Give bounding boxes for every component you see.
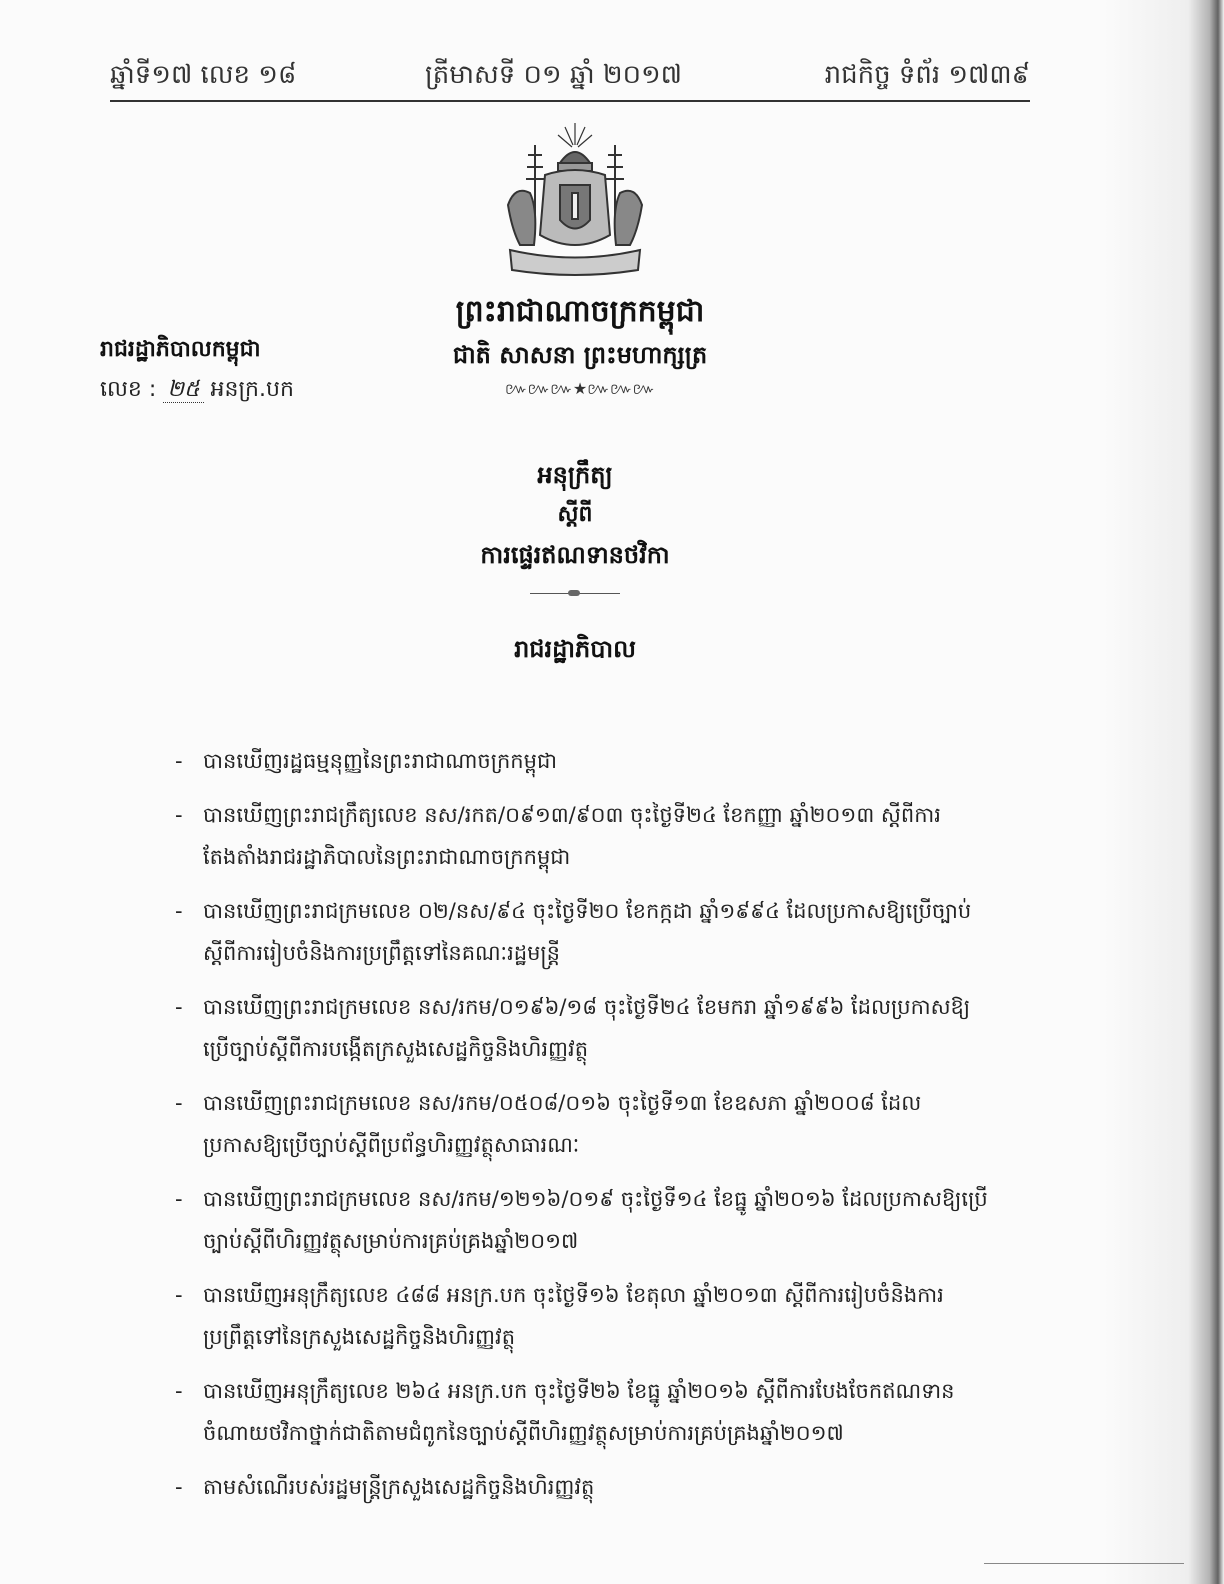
scan-bottom-mark xyxy=(984,1557,1184,1564)
list-item: - បានឃើញអនុក្រឹត្យលេខ ២៦៤ អនក្រ.បក ចុះថ្ងៃទី២៦ ខែធ្នូ ឆ្នាំ២០១៦ ស្តីពីការបែងចែកឥណទានចំណាយថវិកាថ្នាក់ជាតិតាមជំពូកនៃច្បាប់ស្តីពីហិរញ្ញវត្ថុសម្រាប់ការគ្រប់គ្រងឆ្នាំ២០១៧ xyxy=(175,1379,955,1445)
title-about: ស្តីពី xyxy=(557,502,593,527)
reference-label: លេខ : xyxy=(100,377,157,402)
royal-coat-of-arms-icon xyxy=(490,115,660,285)
list-item: - តាមសំណើរបស់រដ្ឋមន្ត្រីក្រសួងសេដ្ឋកិច្ចនិងហិរញ្ញវត្ថុ xyxy=(175,1475,595,1499)
ornament-divider: ៚៚៚★៚៚៚ xyxy=(504,379,656,398)
considerations-list xyxy=(175,740,995,1520)
reference-number xyxy=(100,375,294,407)
issuer-heading: រាជរដ្ឋាភិបាល xyxy=(514,635,636,663)
scan-edge-shadow xyxy=(1104,0,1224,1584)
list-item: - បានឃើញអនុក្រឹត្យលេខ ៤៨៨ អនក្រ.បក ចុះថ្ងៃទី១៦ ខែតុលា ឆ្នាំ២០១៣ ស្តីពីការរៀបចំនិងការប្រព្រឹត្តទៅនៃក្រសួងសេដ្ឋកិច្ចនិងហិរញ្ញវត្ថុ xyxy=(175,1283,944,1349)
list-item: - បានឃើញព្រះរាជក្រមលេខ នស/រកម/០១៩៦/១៨ ចុះថ្ងៃទី២៤ ខែមករា ឆ្នាំ១៩៩៦ ដែលប្រកាសឱ្យប្រើច្បាប់ស្តីពីការបង្កើតក្រសួងសេដ្ឋកិច្ចនិងហិរញ្ញវត្ថុ xyxy=(175,995,971,1061)
title-divider xyxy=(530,593,620,594)
document-subject: ការផ្ទេរឥណទានថវិកា xyxy=(480,541,670,569)
reference-handwritten-number: ២៥ xyxy=(163,377,203,403)
government-name: រាជរដ្ឋាភិបាលកម្ពុជា xyxy=(100,337,261,362)
list-item: - បានឃើញព្រះរាជក្រមលេខ នស/រកម/០៥០៨/០១៦ ចុះថ្ងៃទី១៣ ខែឧសភា ឆ្នាំ២០០៨ ដែលប្រកាសឱ្យប្រើច្បាប់ស្តីពីប្រព័ន្ធហិរញ្ញវត្ថុសាធារណៈ xyxy=(175,1091,922,1157)
list-item: - បានឃើញរដ្ឋធម្មនុញ្ញនៃព្រះរាជាណាចក្រកម្ពុជា xyxy=(175,749,557,773)
list-item: - បានឃើញព្រះរាជក្រមលេខ នស/រកម/១២១៦/០១៩ ចុះថ្ងៃទី១៤ ខែធ្នូ ឆ្នាំ២០១៦ ដែលប្រកាសឱ្យប្រើច្បាប់ស្តីពីហិរញ្ញវត្ថុសម្រាប់ការគ្រប់គ្រងឆ្នាំ២០១៧ xyxy=(175,1187,988,1253)
kingdom-name: ព្រះរាជាណាចក្រកម្ពុជា xyxy=(455,294,705,329)
document-type: អនុក្រឹត្យ xyxy=(537,461,613,489)
national-motto: ជាតិ សាសនា ព្រះមហាក្សត្រ xyxy=(452,341,708,369)
header-rule xyxy=(110,100,1030,102)
gazette-header xyxy=(110,58,1030,98)
list-item: - បានឃើញព្រះរាជក្រឹត្យលេខ នស/រកត/០៩១៣/៩០៣ ចុះថ្ងៃទី២៤ ខែកញ្ញា ឆ្នាំ២០១៣ ស្តីពីការតែងតាំងរាជរដ្ឋាភិបាលនៃព្រះរាជាណាចក្រកម្ពុជា xyxy=(175,803,941,869)
reference-suffix: អនក្រ.បក xyxy=(210,377,294,402)
gazette-quarter: ត្រីមាសទី ០១ ឆ្នាំ ២០១៧ xyxy=(425,60,682,90)
list-item: - បានឃើញព្រះរាជក្រមលេខ ០២/នស/៩៤ ចុះថ្ងៃទី២០ ខែកក្កដា ឆ្នាំ១៩៩៤ ដែលប្រកាសឱ្យប្រើច្បាប់ស្តីពីការរៀបចំនិងការប្រព្រឹត្តទៅនៃគណៈរដ្ឋមន្ត្រី xyxy=(175,899,972,965)
gazette-year-issue: ឆ្នាំទី១៧ លេខ ១៨ xyxy=(110,60,297,90)
gazette-page: រាជកិច្ច ទំព័រ ១៧៣៩ xyxy=(824,60,1030,90)
